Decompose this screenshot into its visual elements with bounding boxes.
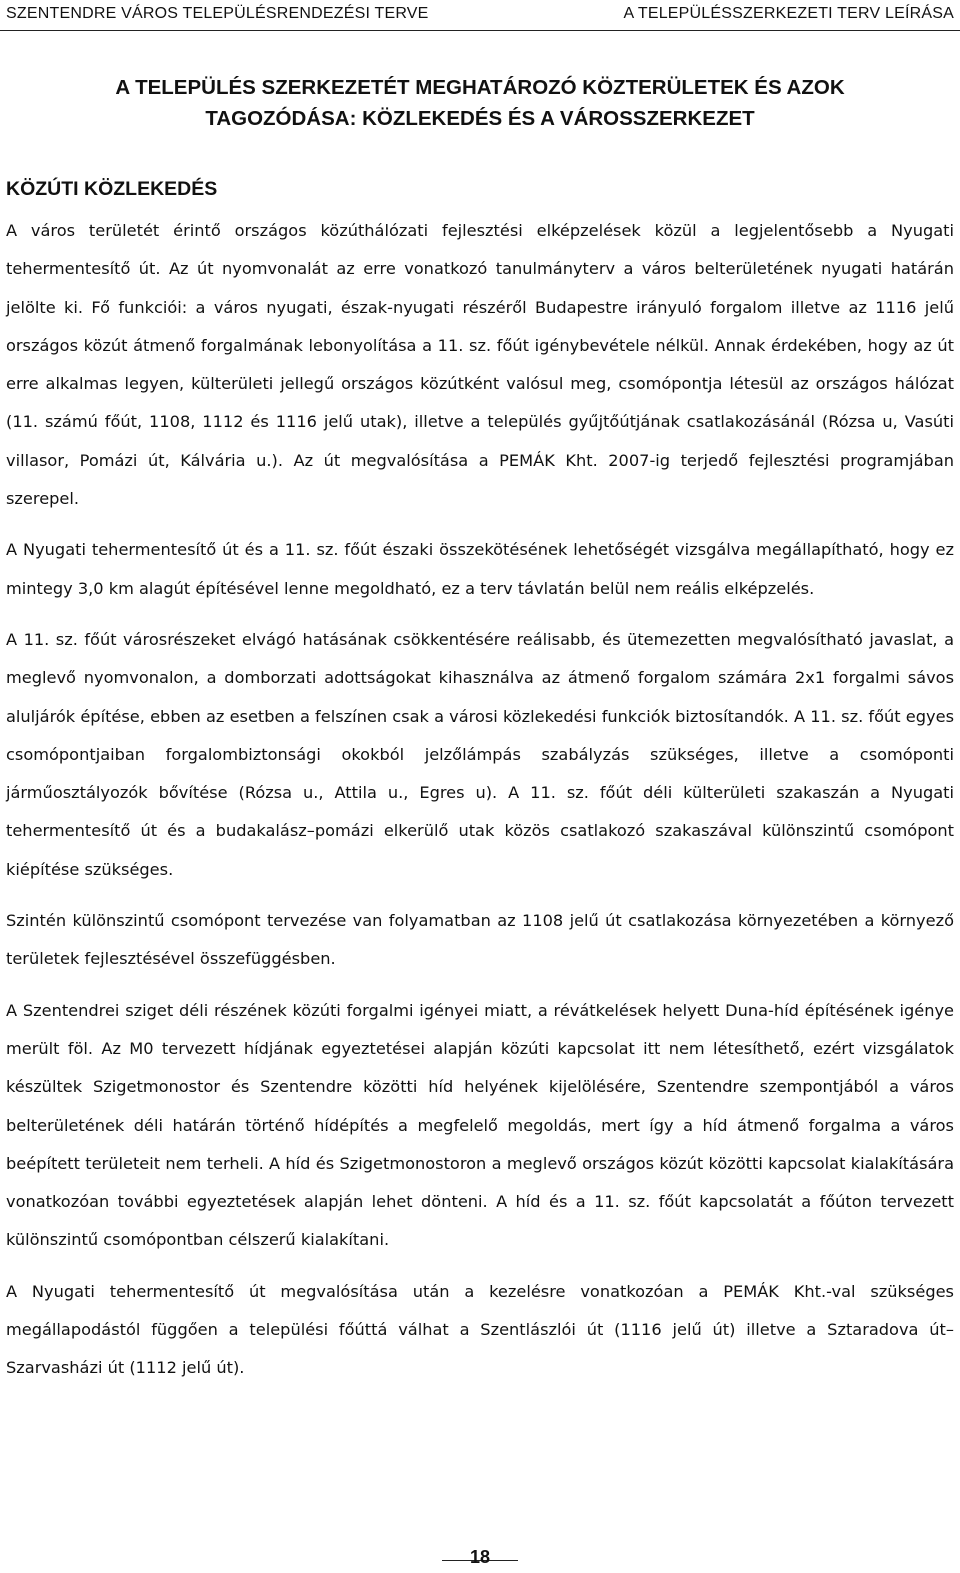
- page-number: 18: [469, 1547, 491, 1567]
- section-heading: KÖZÚTI KÖZLEKEDÉS: [6, 178, 218, 200]
- body-text: [6, 212, 954, 1388]
- page-header: [0, 0, 960, 31]
- page-title: [0, 72, 960, 134]
- header-document-title: SZENTENDRE VÁROS TELEPÜLÉSRENDEZÉSI TERVE: [6, 5, 429, 22]
- page-title-line-2: TAGOZÓDÁSA: KÖZLEKEDÉS ÉS A VÁROSSZERKEZET: [205, 107, 755, 130]
- paragraph: A város területét érintő országos közúthálózati fejlesztési elképzelések közül a legjelentősebb a Nyugati tehermentesítő út. Az út nyomvonalát az erre vonatkozó tanulmányterv a város belterületének nyugati határán jelölte ki. Fő funkciói: a város nyugati, észak-nyugati részéről Budapestre irányuló forgalom illetve az 1116 jelű országos közút átmenő forgalmának lebonyolítása a 11. sz. főút igénybevétele nélkül. Annak érdekében, hogy az út erre alkalmas legyen, külterületi jellegű országos közútként valósul meg, csomópontja létesül az országos hálózat (11. számú főút, 1108, 1112 és 1116 jelű utak), illetve a település gyűjtőútjának csatlakozásánál (Rózsa u, Vasúti villasor, Pomázi út, Kálvária u.). Az út megvalósítása a PEMÁK Kht. 2007-ig terjedő fejlesztési programjában szerepel.: [6, 221, 954, 509]
- paragraph: A Szentendrei sziget déli részének közúti forgalmi igényei miatt, a révátkelések helyett Duna-híd építésének igénye merült föl. Az M0 tervezett hídjának egyeztetései alapján közúti kapcsolat itt nem létesíthető, ezért vizsgálatok készültek Szigetmonostor és Szentendre közötti híd helyének kijelölésére, Szentendre szempontjából a város belterületének déli határán történő hídépítés a megfelelő megoldás, mert így a híd átmenő forgalma a város beépített területeit nem terheli. A híd és Szigetmonostoron a meglevő országos közút közötti kapcsolat kialakítására vonatkozóan további egyeztetések alapján lehet dönteni. A híd és a 11. sz. főút kapcsolatát a főúton tervezett különszintű csomópontban célszerű kialakítani.: [6, 1000, 954, 1250]
- paragraph: A Nyugati tehermentesítő út megvalósítása után a kezelésre vonatkozóan a PEMÁK Kht.-val szükséges megállapodástól függően a települési főúttá válhat a Szentlászlói út (1116 jelű út) illetve a Sztaradova út–Szarvasházi út (1112 jelű út).: [6, 1281, 954, 1378]
- paragraph: A 11. sz. főút városrészeket elvágó hatásának csökkentésére reálisabb, és ütemezetten megvalósítható javaslat, a meglevő nyomvonalon, a domborzati adottságokat kihasználva az átmenő forgalom számára 2x1 forgalmi sávos aluljárók építése, ebben az esetben a felszínen csak a városi közlekedési funkciók biztosítandók. A 11. sz. főút egyes csomópontjaiban forgalombiztonsági okokból jelzőlámpás szabályzás szükséges, illetve a csomóponti járműosztályozók bővítése (Rózsa u., Attila u., Egres u). A 11. sz. főút déli külterületi szakaszán a Nyugati tehermentesítő út és a budakalász–pomázi elkerülő utak közös csatlakozó szakaszával különszintű csomópont kiépítése szükséges.: [6, 629, 954, 879]
- paragraph: Szintén különszintű csomópont tervezése van folyamatban az 1108 jelű út csatlakozása környezetében a környező területek fejlesztésével összefüggésben.: [6, 911, 954, 969]
- page-title-line-1: A TELEPÜLÉS SZERKEZETÉT MEGHATÁROZÓ KÖZTERÜLETEK ÉS AZOK: [115, 76, 845, 99]
- paragraph: A Nyugati tehermentesítő út és a 11. sz. főút északi összekötésének lehetőségét vizsgálva megállapítható, hogy ez mintegy 3,0 km alagút építésével lenne megoldható, ez a terv távlatán belül nem reális elképzelés.: [6, 540, 954, 598]
- header-chapter-title: A TELEPÜLÉSSZERKEZETI TERV LEÍRÁSA: [623, 5, 954, 22]
